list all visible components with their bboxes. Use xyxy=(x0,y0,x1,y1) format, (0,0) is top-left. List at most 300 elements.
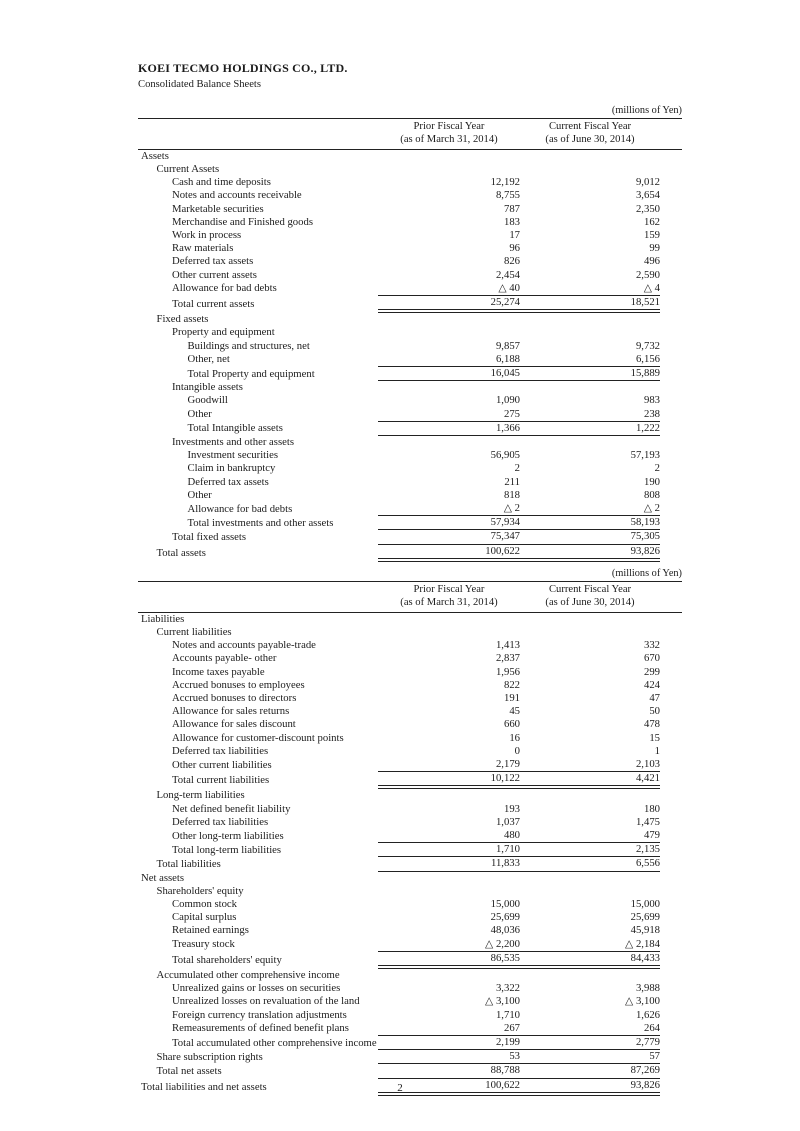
prior-value xyxy=(378,149,520,163)
current-value: 99 xyxy=(649,242,660,255)
row-label: Goodwill xyxy=(187,394,228,407)
current-value xyxy=(520,885,660,898)
current-header-line1: Current Fiscal Year xyxy=(548,584,632,595)
table-row xyxy=(138,652,682,665)
prior-value: 275 xyxy=(503,407,520,420)
table-row xyxy=(138,803,682,816)
row-pad xyxy=(660,652,682,665)
table-row xyxy=(138,995,682,1008)
column-header-row xyxy=(138,119,682,150)
row-pad xyxy=(660,1064,682,1078)
row-label: Total long-term liabilities xyxy=(172,843,282,856)
row-label: Total assets xyxy=(156,546,206,559)
row-label: Other current liabilities xyxy=(172,758,272,771)
table-row xyxy=(138,296,682,312)
table-row xyxy=(138,898,682,911)
table-row xyxy=(138,163,682,176)
prior-value: 822 xyxy=(503,678,520,691)
current-value: 190 xyxy=(643,475,660,488)
row-label: Retained earnings xyxy=(172,924,249,937)
table-row xyxy=(138,255,682,268)
row-pad xyxy=(660,462,682,475)
row-label: Common stock xyxy=(172,898,238,911)
table-row xyxy=(138,408,682,422)
row-pad xyxy=(660,163,682,176)
prior-value: 96 xyxy=(509,242,520,255)
row-label: Total net assets xyxy=(156,1064,222,1077)
current-value: 4,421 xyxy=(520,772,660,788)
row-pad xyxy=(660,189,682,202)
prior-value: 826 xyxy=(503,255,520,268)
row-label: Allowance for customer-discount points xyxy=(172,731,344,744)
row-pad xyxy=(660,229,682,242)
current-value: 6,156 xyxy=(635,352,660,365)
current-value: 159 xyxy=(643,229,660,242)
table-row xyxy=(138,176,682,189)
row-label: Unrealized losses on revaluation of the land xyxy=(172,995,360,1008)
table-row xyxy=(138,679,682,692)
table-row xyxy=(138,476,682,489)
current-value: 9,012 xyxy=(635,176,660,189)
label-column-header xyxy=(138,119,378,150)
prior-value: 8,755 xyxy=(495,189,520,202)
table-row xyxy=(138,951,682,967)
row-label: Total liabilities and net assets xyxy=(141,1080,267,1093)
row-label: Accumulated other comprehensive income xyxy=(156,969,340,982)
table-row xyxy=(138,829,682,843)
row-label: Deferred tax assets xyxy=(172,255,254,268)
row-label: Net assets xyxy=(141,871,185,884)
prior-value: 10,122 xyxy=(378,772,520,788)
prior-value: △ 3,100 xyxy=(485,995,520,1008)
row-pad xyxy=(660,516,682,530)
row-label: Total current liabilities xyxy=(172,774,270,787)
prior-value: 1,090 xyxy=(495,394,520,407)
current-header-line2: (as of June 30, 2014) xyxy=(545,597,635,609)
current-value: 15,889 xyxy=(520,367,660,381)
row-label: Accrued bonuses to employees xyxy=(172,678,305,691)
prior-value: 1,413 xyxy=(495,639,520,652)
prior-value: 100,622 xyxy=(378,1078,520,1094)
current-header-line1: Current Fiscal Year xyxy=(548,121,632,132)
row-pad xyxy=(660,758,682,772)
table-row xyxy=(138,353,682,367)
row-label: Net defined benefit liability xyxy=(172,802,291,815)
row-label: Treasury stock xyxy=(172,938,235,951)
table-row xyxy=(138,436,682,450)
table-row xyxy=(138,612,682,626)
prior-value xyxy=(378,612,520,626)
prior-value: 25,699 xyxy=(490,911,520,924)
table-row xyxy=(138,1022,682,1036)
row-label: Total Intangible assets xyxy=(187,422,283,435)
current-value: 50 xyxy=(649,705,660,718)
row-pad xyxy=(660,732,682,745)
row-label: Notes and accounts receivable xyxy=(172,189,302,202)
prior-value: 100,622 xyxy=(378,544,520,560)
current-value: 808 xyxy=(643,488,660,501)
table-row xyxy=(138,1050,682,1064)
prior-value xyxy=(378,311,520,326)
current-value: 983 xyxy=(643,394,660,407)
row-label: Total Property and equipment xyxy=(187,367,315,380)
prior-value: 75,347 xyxy=(378,530,520,544)
column-header-prior xyxy=(378,582,520,613)
prior-header-line2: (as of March 31, 2014) xyxy=(400,597,498,609)
row-pad xyxy=(660,718,682,731)
current-value: 299 xyxy=(643,665,660,678)
prior-value: 818 xyxy=(503,488,520,501)
current-value: 180 xyxy=(643,802,660,815)
row-pad xyxy=(660,871,682,885)
row-pad xyxy=(660,408,682,422)
prior-value xyxy=(378,381,520,395)
row-pad xyxy=(660,176,682,189)
prior-value: 16 xyxy=(509,731,520,744)
prior-value: 1,710 xyxy=(378,843,520,857)
table-row xyxy=(138,203,682,216)
table-row xyxy=(138,530,682,544)
row-pad xyxy=(660,353,682,367)
row-pad xyxy=(660,692,682,705)
prior-value: 2,199 xyxy=(378,1036,520,1050)
row-pad xyxy=(660,982,682,995)
assets-section xyxy=(138,104,682,562)
table-row xyxy=(138,982,682,995)
row-pad xyxy=(660,203,682,216)
prior-value: 480 xyxy=(503,829,520,842)
table-row xyxy=(138,967,682,982)
current-value: 2 xyxy=(654,462,660,475)
row-label: Total current assets xyxy=(172,298,255,311)
table-row xyxy=(138,282,682,296)
row-label: Total shareholders' equity xyxy=(172,953,282,966)
row-label: Unrealized gains or losses on securities xyxy=(172,982,341,995)
row-pad xyxy=(660,967,682,982)
current-value: △ 4 xyxy=(643,281,660,294)
row-pad xyxy=(660,255,682,268)
prior-value: 17 xyxy=(509,229,520,242)
current-value: 3,988 xyxy=(635,982,660,995)
row-label: Allowance for bad debts xyxy=(187,502,293,515)
current-value: 162 xyxy=(643,215,660,228)
row-label: Accounts payable- other xyxy=(172,652,277,665)
row-label: Allowance for sales discount xyxy=(172,718,296,731)
row-pad xyxy=(660,394,682,407)
row-label: Work in process xyxy=(172,229,242,242)
current-value xyxy=(520,612,660,626)
row-label: Total liabilities xyxy=(156,857,221,870)
prior-value xyxy=(378,326,520,339)
prior-header-line1: Prior Fiscal Year xyxy=(413,121,485,132)
assets-table xyxy=(138,118,682,562)
row-label: Fixed assets xyxy=(156,313,209,326)
current-header-line2: (as of June 30, 2014) xyxy=(545,134,635,146)
row-pad xyxy=(660,296,682,312)
row-label: Allowance for sales returns xyxy=(172,705,290,718)
current-value xyxy=(520,967,660,982)
row-pad xyxy=(660,666,682,679)
prior-value: 88,788 xyxy=(378,1064,520,1078)
prior-value: 1,366 xyxy=(378,421,520,435)
prior-value: 9,857 xyxy=(495,339,520,352)
row-pad xyxy=(660,381,682,395)
current-value xyxy=(520,326,660,339)
current-value: 2,590 xyxy=(635,268,660,281)
liabilities-section xyxy=(138,567,682,1096)
current-value: 670 xyxy=(643,652,660,665)
prior-value: 191 xyxy=(503,692,520,705)
row-label: Other long-term liabilities xyxy=(172,829,284,842)
table-row xyxy=(138,189,682,202)
prior-value: 56,905 xyxy=(490,449,520,462)
current-value: 57,193 xyxy=(630,449,660,462)
prior-value: 3,322 xyxy=(495,982,520,995)
prior-value xyxy=(378,967,520,982)
table-row xyxy=(138,489,682,502)
table-row xyxy=(138,705,682,718)
table-row xyxy=(138,340,682,353)
table-row xyxy=(138,758,682,772)
prior-value: 6,188 xyxy=(495,352,520,365)
row-pad xyxy=(660,242,682,255)
row-label: Deferred tax liabilities xyxy=(172,815,269,828)
current-value: 9,732 xyxy=(635,339,660,352)
row-pad xyxy=(660,803,682,816)
current-value: 15,000 xyxy=(630,898,660,911)
table-row xyxy=(138,1036,682,1050)
table-row xyxy=(138,462,682,475)
table-row xyxy=(138,772,682,788)
row-label: Buildings and structures, net xyxy=(187,339,310,352)
prior-value: 86,535 xyxy=(378,951,520,967)
current-value: 264 xyxy=(643,1021,660,1034)
current-value: 2,135 xyxy=(520,843,660,857)
table-row xyxy=(138,911,682,924)
table-row xyxy=(138,544,682,560)
current-value: 58,193 xyxy=(520,516,660,530)
current-value: 84,433 xyxy=(520,951,660,967)
row-label: Total investments and other assets xyxy=(187,516,334,529)
row-pad xyxy=(660,679,682,692)
row-label: Cash and time deposits xyxy=(172,176,271,189)
liabilities-table xyxy=(138,581,682,1096)
table-row xyxy=(138,229,682,242)
row-pad xyxy=(660,829,682,843)
prior-value: △ 2,200 xyxy=(485,937,520,950)
current-value: 25,699 xyxy=(630,911,660,924)
prior-value: 45 xyxy=(509,705,520,718)
prior-value: 787 xyxy=(503,202,520,215)
current-value: △ 2,184 xyxy=(625,937,660,950)
row-pad xyxy=(660,269,682,282)
table-row xyxy=(138,871,682,885)
row-pad xyxy=(660,216,682,229)
column-header-current xyxy=(520,119,660,150)
row-label: Current Assets xyxy=(156,163,220,176)
current-value xyxy=(520,787,660,802)
prior-value: 1,037 xyxy=(495,815,520,828)
current-value: △ 3,100 xyxy=(625,995,660,1008)
current-value xyxy=(520,149,660,163)
row-pad xyxy=(660,489,682,502)
row-pad xyxy=(660,924,682,937)
current-value: 2,779 xyxy=(520,1036,660,1050)
current-value: 6,556 xyxy=(520,857,660,871)
row-pad xyxy=(660,843,682,857)
row-label: Liabilities xyxy=(141,612,185,625)
row-label: Foreign currency translation adjustments xyxy=(172,1008,347,1021)
current-value: 238 xyxy=(643,407,660,420)
current-value: △ 2 xyxy=(643,502,660,515)
prior-value xyxy=(378,626,520,639)
current-value: 75,305 xyxy=(520,530,660,544)
prior-value: △ 40 xyxy=(498,281,520,294)
prior-value: 2 xyxy=(514,462,520,475)
current-value: 479 xyxy=(643,829,660,842)
table-row xyxy=(138,269,682,282)
table-row xyxy=(138,718,682,731)
prior-value: 15,000 xyxy=(490,898,520,911)
current-value: 15 xyxy=(649,731,660,744)
prior-value: 25,274 xyxy=(378,296,520,312)
units-label: (millions of Yen) xyxy=(611,568,682,579)
row-pad xyxy=(660,911,682,924)
current-value xyxy=(520,311,660,326)
current-value: 332 xyxy=(643,639,660,652)
table-row xyxy=(138,516,682,530)
row-label: Other xyxy=(187,408,212,421)
company-title: KOEI TECMO HOLDINGS CO., LTD. xyxy=(138,61,348,75)
row-label: Other current assets xyxy=(172,268,257,281)
row-pad xyxy=(660,311,682,326)
column-header-row xyxy=(138,582,682,613)
prior-value: 211 xyxy=(504,475,520,488)
table-row xyxy=(138,1009,682,1022)
row-label: Intangible assets xyxy=(172,381,243,394)
page-number: 2 xyxy=(397,1082,403,1094)
row-pad xyxy=(660,449,682,462)
table-row xyxy=(138,367,682,381)
row-pad xyxy=(660,787,682,802)
row-pad xyxy=(660,995,682,1008)
table-row xyxy=(138,745,682,758)
pad-column-header xyxy=(660,582,682,613)
prior-value: 57,934 xyxy=(378,516,520,530)
row-pad xyxy=(660,772,682,788)
row-pad xyxy=(660,857,682,871)
row-label: Deferred tax liabilities xyxy=(172,744,269,757)
prior-value: 2,837 xyxy=(495,652,520,665)
row-pad xyxy=(660,476,682,489)
row-pad xyxy=(660,1050,682,1064)
row-pad xyxy=(660,951,682,967)
table-row xyxy=(138,938,682,952)
current-value: 1 xyxy=(654,744,660,757)
row-pad xyxy=(660,367,682,381)
prior-value: 53 xyxy=(378,1050,520,1064)
table-row xyxy=(138,639,682,652)
row-label: Claim in bankruptcy xyxy=(187,462,276,475)
row-pad xyxy=(660,745,682,758)
table-row xyxy=(138,666,682,679)
table-row xyxy=(138,924,682,937)
current-value: 47 xyxy=(649,692,660,705)
prior-value: 0 xyxy=(514,744,520,757)
current-value: 1,626 xyxy=(635,1008,660,1021)
row-label: Income taxes payable xyxy=(172,665,265,678)
current-value: 3,654 xyxy=(635,189,660,202)
column-header-current xyxy=(520,582,660,613)
row-label: Other xyxy=(187,488,212,501)
pad-column-header xyxy=(660,119,682,150)
prior-value: 193 xyxy=(503,802,520,815)
units-label: (millions of Yen) xyxy=(611,105,682,116)
row-label: Current liabilities xyxy=(156,626,232,639)
row-label: Long-term liabilities xyxy=(156,789,245,802)
row-label: Shareholders' equity xyxy=(156,884,244,897)
current-value xyxy=(520,381,660,395)
table-row xyxy=(138,311,682,326)
table-row xyxy=(138,732,682,745)
row-label: Remeasurements of defined benefit plans xyxy=(172,1022,349,1035)
row-pad xyxy=(660,502,682,516)
current-value: 18,521 xyxy=(520,296,660,312)
table-row xyxy=(138,502,682,516)
prior-value xyxy=(378,436,520,450)
row-label: Total fixed assets xyxy=(172,530,247,543)
current-value xyxy=(520,871,660,885)
prior-value: 2,179 xyxy=(495,758,520,771)
row-label: Share subscription rights xyxy=(156,1050,263,1063)
row-pad xyxy=(660,1022,682,1036)
current-value xyxy=(520,436,660,450)
current-value: 45,918 xyxy=(630,924,660,937)
row-pad xyxy=(660,885,682,898)
current-value xyxy=(520,163,660,176)
row-pad xyxy=(660,639,682,652)
table-row xyxy=(138,394,682,407)
prior-value xyxy=(378,885,520,898)
table-row xyxy=(138,692,682,705)
row-pad xyxy=(660,1009,682,1022)
prior-value xyxy=(378,163,520,176)
table-row xyxy=(138,381,682,395)
row-pad xyxy=(660,326,682,339)
row-pad xyxy=(660,282,682,296)
table-row xyxy=(138,626,682,639)
row-pad xyxy=(660,898,682,911)
current-value xyxy=(520,626,660,639)
row-pad xyxy=(660,421,682,435)
column-header-prior xyxy=(378,119,520,150)
table-row xyxy=(138,885,682,898)
current-value: 1,222 xyxy=(520,421,660,435)
table-row xyxy=(138,216,682,229)
prior-value: 1,956 xyxy=(495,665,520,678)
prior-value: 11,833 xyxy=(378,857,520,871)
table-row xyxy=(138,816,682,829)
row-pad xyxy=(660,530,682,544)
current-value: 496 xyxy=(643,255,660,268)
row-label: Total accumulated other comprehensive income xyxy=(172,1036,377,1049)
current-value: 93,826 xyxy=(520,1078,660,1094)
row-pad xyxy=(660,436,682,450)
current-value: 2,103 xyxy=(635,758,660,771)
table-row xyxy=(138,843,682,857)
current-value: 478 xyxy=(643,718,660,731)
table-row xyxy=(138,449,682,462)
